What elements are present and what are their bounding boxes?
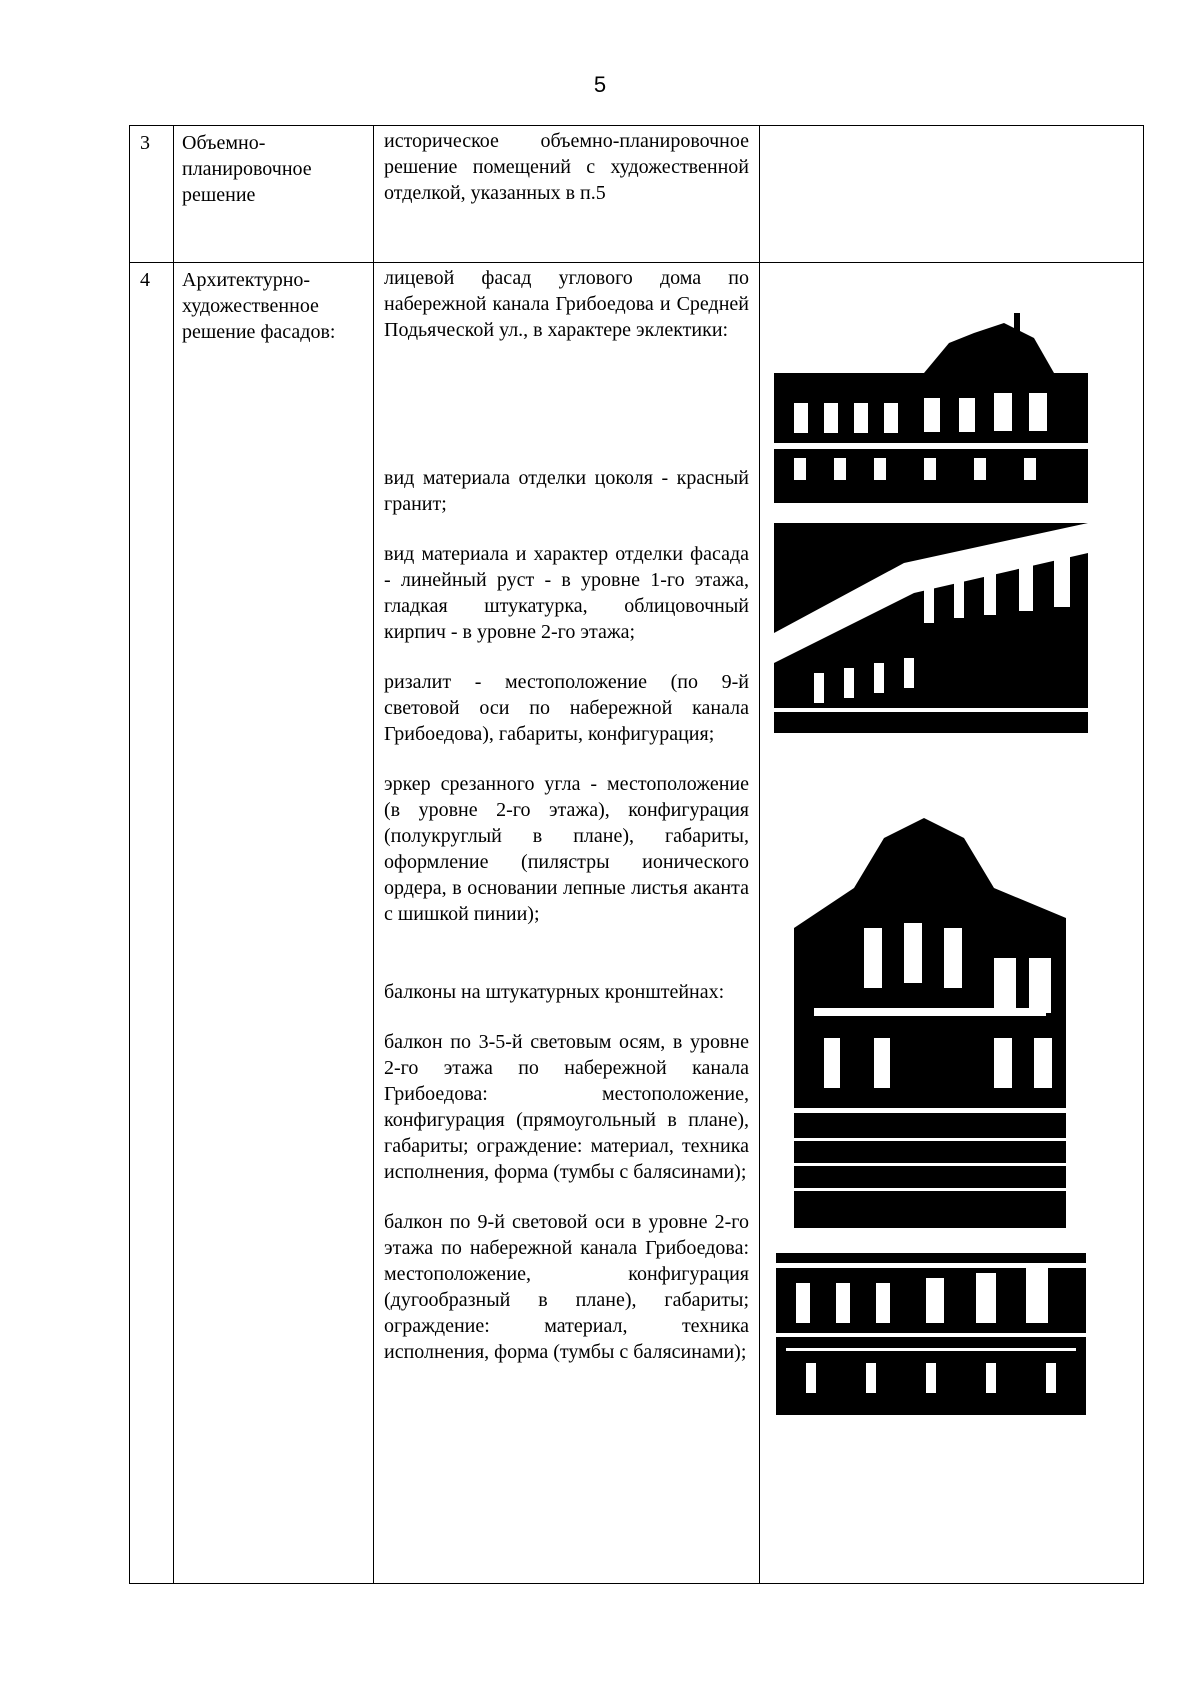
row-number-cell [130,126,174,263]
facade-photo-corner-bay [794,808,1066,1228]
table-row [130,126,1144,263]
row-name: Объемно-планировочное решение [182,132,312,206]
description-paragraph: эркер срезанного угла - местоположение (в уровне 2-го этажа), конфигурация (полукруглый в плане), габариты, оформление (пилястры ионического ордера, в основании лепные листья аканта с шишкой пинии); [384,773,749,925]
row-name-cell [174,263,374,1584]
description-paragraph: вид материала и характер отделки фасада - линейный руст - в уровне 1-го этажа, гладкая штукатурка, облицовочный кирпич - в уровне 2-го этажа; [384,543,749,643]
description-paragraph: лицевой фасад углового дома по набережной канала Грибоедова и Средней Подьяческой ул., в характере эклектики: [384,267,749,341]
table-row [130,263,1144,1584]
monument-subject-table [129,125,1144,1584]
row-description-cell [374,263,760,1584]
row-name: Архитектурно-художественное решение фасадов: [182,269,336,343]
description-paragraph: вид материала отделки цоколя - красный гранит; [384,467,749,515]
description-paragraph: ризалит - местоположение (по 9-й световой оси по набережной канала Грибоедова), габариты, конфигурация; [384,671,749,745]
row-number: 3 [140,132,150,154]
page-number: 5 [593,72,607,97]
row-image-cell [760,126,1144,263]
facade-photo-corner-dome [774,313,1088,503]
row-image-cell [760,263,1144,1584]
description-paragraph: балконы на штукатурных кронштейнах: [384,981,725,1003]
row-name-cell [174,126,374,263]
description-paragraph: балкон по 9-й световой оси в уровне 2-го этажа по набережной канала Грибоедова: местоположение, конфигурация (дугообразный в плане), габариты; ограждение: материал, техника исполнения, форма (тумбы с балясинами); [384,1211,749,1363]
description-paragraph: балкон по 3-5-й световым осям, в уровне 2-го этажа по набережной канала Грибоедова: местоположение, конфигурация (прямоугольный в плане), габариты; ограждение: материал, техника исполнения, форма (тумбы с балясинами); [384,1031,749,1183]
row-number: 4 [140,269,150,291]
row-description-cell [374,126,760,263]
facade-photo-balcony [776,1253,1086,1415]
description-paragraph: историческое объемно-планировочное решение помещений с художественной отделкой, указанных в п.5 [384,130,749,204]
facade-photo-street-view [774,523,1088,733]
row-number-cell [130,263,174,1584]
